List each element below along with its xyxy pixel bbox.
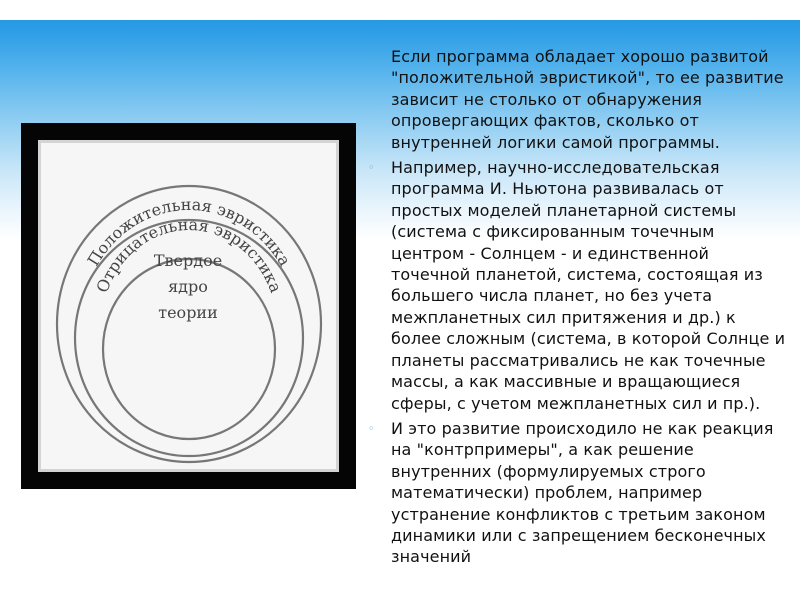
bullet-marker-icon: ◦ (368, 161, 375, 175)
diagram-frame (21, 123, 356, 489)
bullet-list (366, 46, 786, 568)
bullet-marker-icon: ◦ (368, 421, 375, 435)
concentric-circles-diagram (41, 143, 336, 469)
middle-ring-label: Отрицательная эвристика (92, 214, 286, 296)
bullet-item (366, 157, 786, 414)
slide-text-content (366, 46, 786, 572)
bullet-item (366, 418, 786, 568)
bullet-text: Если программа обладает хорошо развитой "положительной эвристикой", то ее развитие зависит не столько от обнаружения опровергающих фактов, сколько от внутренней логики самой программы. (391, 47, 784, 152)
bullet-text: Например, научно-исследовательская программа И. Ньютона развивалась от простых моделей планетарной системы (система с фиксированным точечным центром - Солнцем - и единственной точечной планетой, система, состоящая из большего числа планет, но без учета межпланетных сил притяжения и др.) к более сложным (система, в которой Солнце и планеты рассматривались не как точечные массы, а как массивные и вращающиеся сферы, с учетом межпланетных сил и пр.). (391, 158, 786, 413)
bullet-item (366, 46, 786, 153)
outer-ring-label: Положительная эвристика (83, 194, 295, 270)
bullet-marker-icon: ◦ (368, 50, 375, 63)
slide-top-strip (0, 0, 800, 20)
research-program-diagram (38, 140, 339, 472)
core-label-line1: Твердое (153, 251, 223, 270)
bullet-text: И это развитие происходило не как реакция на "контрпримеры", а как решение внутренних (формулируемых строго математически) проблем, например устранение конфликтов с третьим законом динамики или с запрещением бесконечных значений (391, 418, 774, 567)
core-label-line2: ядро (168, 277, 208, 296)
core-label-line3: теории (158, 303, 218, 322)
